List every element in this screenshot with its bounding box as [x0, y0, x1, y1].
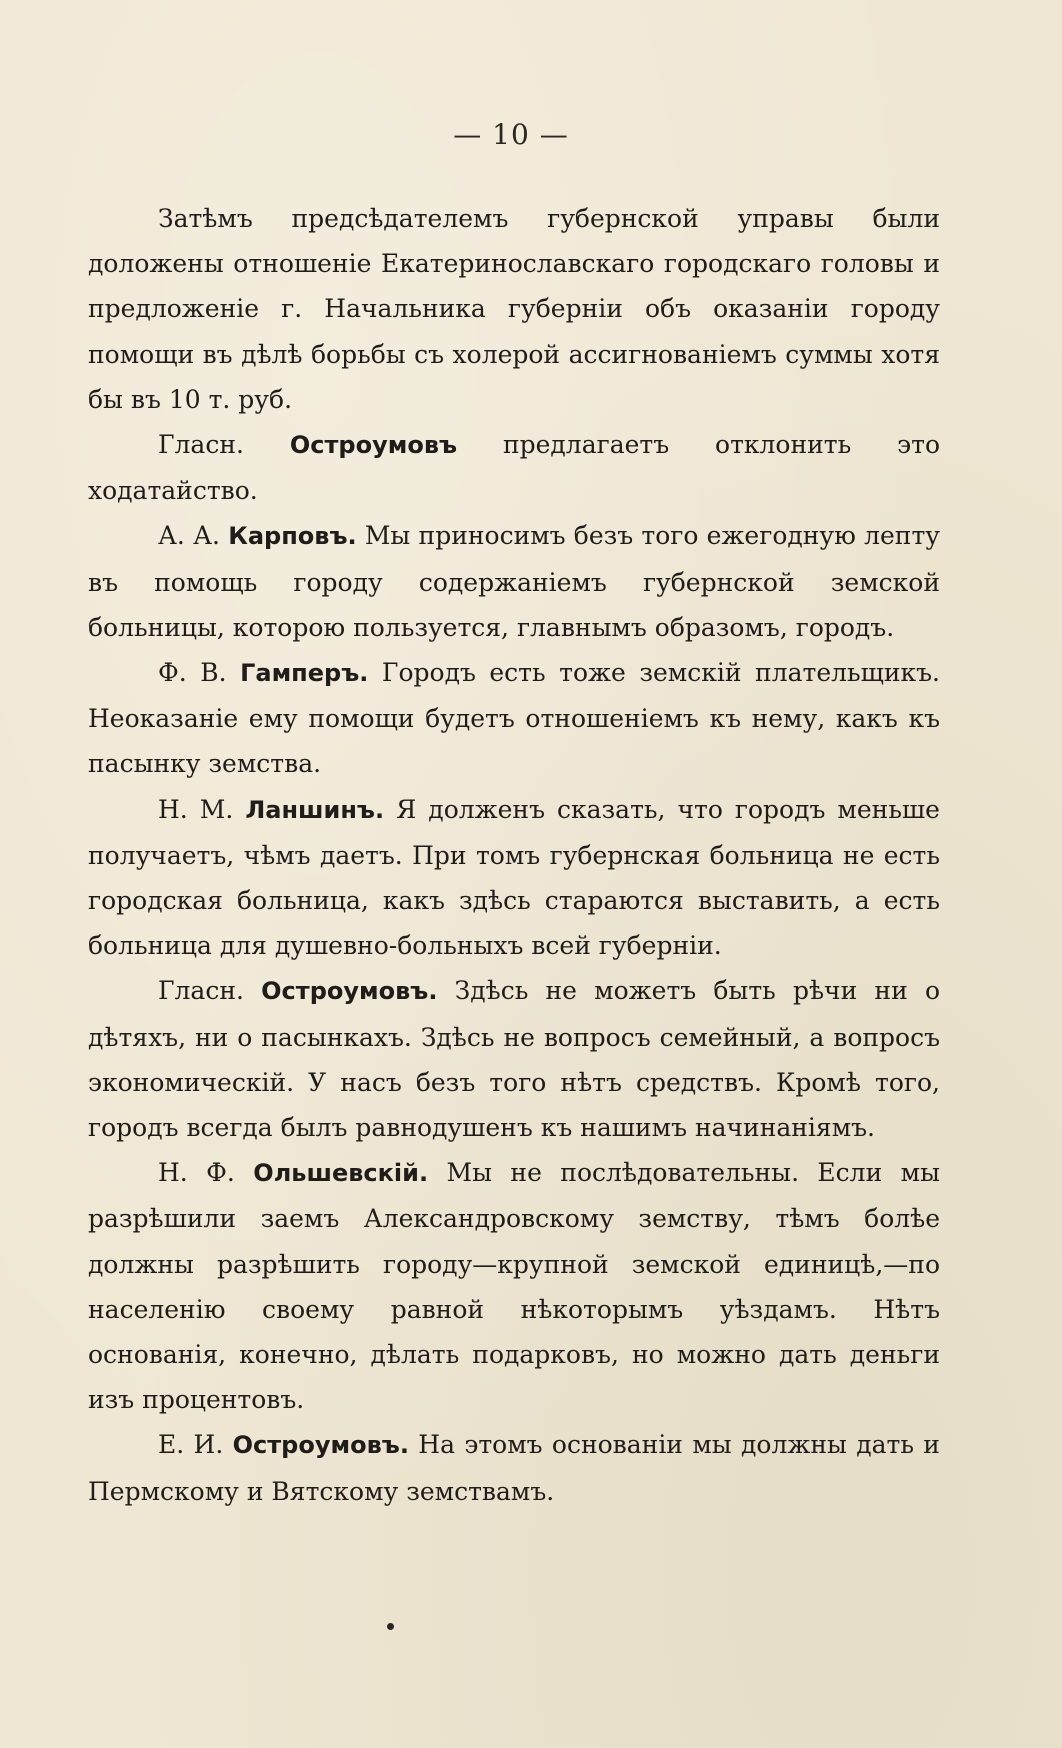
speaker-initials: Н. Ф. [158, 1158, 235, 1188]
body-text [88, 196, 940, 1514]
paragraph-text: Мы приносимъ безъ того ежегодную лепту въ помощь городу содержаніемъ губернской земской больницы, которою пользуется, главнымъ образомъ, городъ. [88, 521, 940, 642]
paragraph-speech [88, 1422, 940, 1513]
speaker-name: Ланшинъ. [245, 795, 385, 824]
speaker-name: Остроумовъ [289, 431, 458, 460]
ink-dot [387, 1623, 394, 1630]
speaker-title: Гласн. [158, 976, 244, 1006]
speaker-initials: Е. И. [158, 1430, 224, 1460]
speaker-title: Гласн. [158, 430, 244, 460]
speaker-name: Остроумовъ. [232, 1431, 409, 1460]
speaker-name: Гамперъ. [240, 659, 369, 688]
paragraph-text: Мы не послѣдовательны. Если мы разрѣшили заемъ Александровскому земству, тѣмъ болѣе должны разрѣшить городу—крупной земской единицѣ,—по населенію своему равной нѣкоторымъ уѣздамъ. Нѣтъ основанія, конечно, дѣлать подарковъ, но можно дать деньги изъ процентовъ. [88, 1158, 940, 1415]
paragraph-speech [88, 1150, 940, 1422]
paragraph-text: На этомъ основаніи мы должны дать и Пермскому и Вятскому земствамъ. [88, 1430, 940, 1506]
paragraph-text: предлагаетъ отклонить это ходатайство. [88, 430, 941, 506]
page-number: — 10 — [453, 118, 569, 151]
speaker-name: Ольшевскій. [253, 1159, 429, 1188]
paragraph-intro [88, 196, 940, 422]
speaker-initials: Ф. В. [158, 658, 227, 688]
speaker-name: Карповъ. [228, 522, 357, 551]
paragraph-speech [88, 650, 940, 787]
speaker-initials: А. А. [158, 521, 220, 551]
paragraph-text: Городъ есть тоже земскій плательщикъ. Неоказаніе ему помощи будетъ отношеніемъ къ нему, какъ къ пасынку земства. [88, 658, 940, 779]
paragraph-speech [88, 968, 940, 1150]
paragraph-speech [88, 422, 940, 513]
paragraph-text: Я долженъ сказать, что городъ меньше получаетъ, чѣмъ даетъ. При томъ губернская больница не есть городская больница, какъ здѣсь стараются выставить, а есть больница для душевно-больныхъ всей губерніи. [88, 794, 940, 961]
speaker-name: Остроумовъ. [261, 977, 438, 1006]
paragraph-text: Здѣсь не можетъ быть рѣчи ни о дѣтяхъ, ни о пасынкахъ. Здѣсь не вопросъ семейный, а вопросъ экономическій. У насъ безъ того нѣтъ средствъ. Кромѣ того, городъ всегда былъ равнодушенъ къ нашимъ начинаніямъ. [88, 976, 941, 1143]
paragraph-speech [88, 513, 940, 650]
paragraph-speech [88, 787, 940, 969]
speaker-initials: Н. М. [158, 794, 234, 824]
paragraph-text: Затѣмъ предсѣдателемъ губернской управы были доложены отношеніе Екатеринославскаго городскаго головы и предложеніе г. Начальника губерніи объ оказаніи городу помощи въ дѣлѣ борьбы съ холерой ассигнованіемъ суммы хотя бы въ 10 т. руб. [88, 204, 940, 414]
